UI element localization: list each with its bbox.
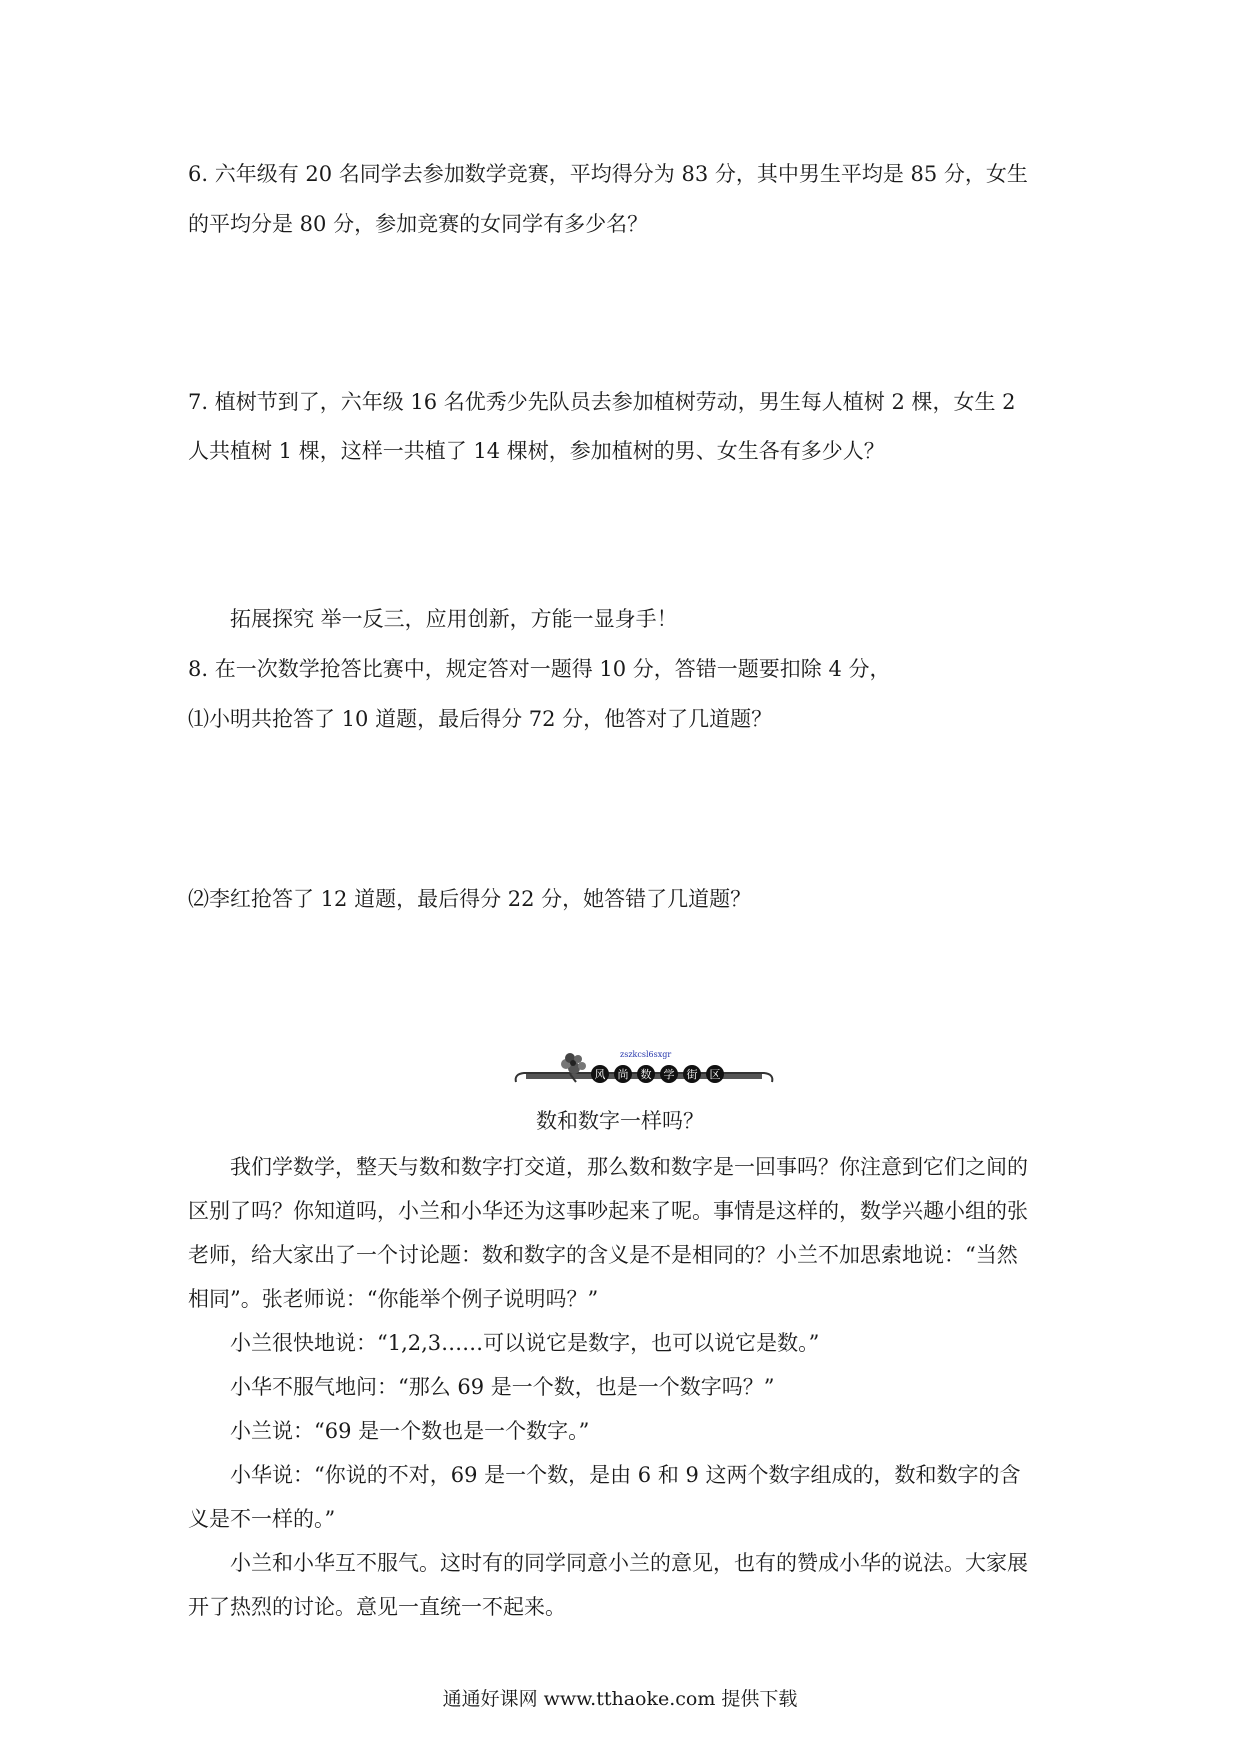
story-line: 老师，给大家出了一个讨论题：数和数字的含义是不是相同的？小兰不加思索地说：“当然 (188, 1243, 1018, 1267)
banner-small-text: zszkcsl6sxgr (620, 1050, 672, 1059)
footer-download-note: 通通好课网 www.tthaoke.com 提供下载 (442, 1688, 798, 1710)
story-line: 义是不一样的。” (188, 1507, 336, 1531)
banner-char: 学 (663, 1068, 675, 1081)
story-title: 数和数字一样吗？ (536, 1109, 704, 1133)
story-line: 小兰说：“69 是一个数也是一个数字。” (230, 1419, 590, 1443)
story-line: 开了热烈的讨论。意见一直统一不起来。 (188, 1595, 566, 1619)
banner-char: 区 (709, 1068, 721, 1081)
extension-heading: 拓展探究 举一反三，应用创新，方能一显身手！ (230, 607, 678, 631)
story-line: 小华不服气地问：“那么 69 是一个数，也是一个数字吗？” (230, 1375, 775, 1399)
story-line: 小华说：“你说的不对，69 是一个数，是由 6 和 9 这两个数字组成的，数和数字的含 (230, 1463, 1021, 1487)
story-line: 相同”。张老师说：“你能举个例子说明吗？” (188, 1287, 599, 1311)
banner-char: 数 (640, 1068, 652, 1081)
banner-char: 街 (686, 1068, 698, 1081)
story-line: 小兰很快地说：“1,2,3……可以说它是数字，也可以说它是数。” (230, 1331, 820, 1355)
question-7-line-1: 7. 植树节到了，六年级 16 名优秀少先队员去参加植树劳动，男生每人植树 2 棵，女生 2 (188, 390, 1016, 414)
story-line: 小兰和小华互不服气。这时有的同学同意小兰的意见，也有的赞成小华的说法。大家展 (230, 1551, 1028, 1575)
question-6-line-2: 的平均分是 80 分，参加竞赛的女同学有多少名？ (188, 212, 649, 236)
question-8-part-2: ⑵李红抢答了 12 道题，最后得分 22 分，她答错了几道题？ (188, 887, 752, 911)
question-8-part-1: ⑴小明共抢答了 10 道题，最后得分 72 分，他答对了几道题？ (188, 707, 773, 731)
banner-char: 风 (594, 1068, 606, 1081)
story-line: 区别了吗？你知道吗，小兰和小华还为这事吵起来了呢。事情是这样的，数学兴趣小组的张 (188, 1199, 1028, 1223)
question-6-line-1: 6. 六年级有 20 名同学去参加数学竞赛，平均得分为 83 分，其中男生平均是 85 分，女生 (188, 162, 1028, 186)
banner-char: 尚 (617, 1068, 629, 1081)
section-banner (512, 1046, 776, 1090)
story-line: 我们学数学，整天与数和数字打交道，那么数和数字是一回事吗？你注意到它们之间的 (230, 1155, 1028, 1179)
question-7-line-2: 人共植树 1 棵，这样一共植了 14 棵树，参加植树的男、女生各有多少人？ (188, 439, 885, 463)
question-8-line-1: 8. 在一次数学抢答比赛中，规定答对一题得 10 分，答错一题要扣除 4 分， (188, 657, 891, 681)
